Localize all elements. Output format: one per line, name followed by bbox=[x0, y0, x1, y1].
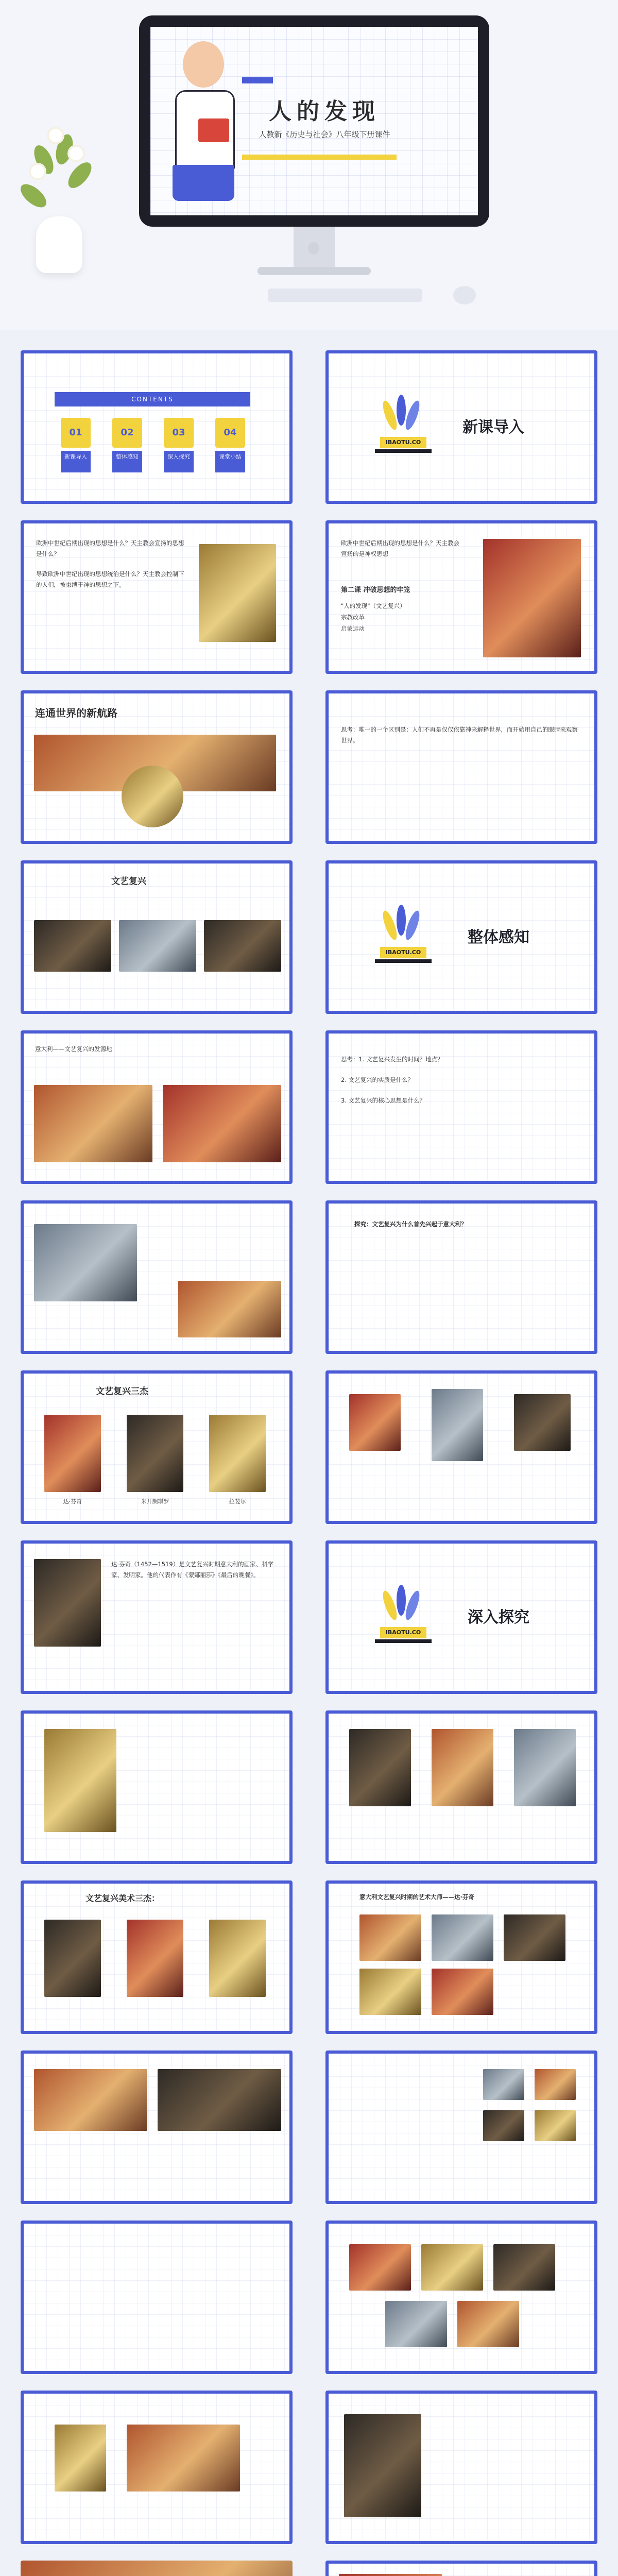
art-portrait-1 bbox=[349, 1729, 411, 1806]
section-title-3: 深入探究 bbox=[468, 1608, 529, 1626]
slide-section-2[interactable] bbox=[325, 860, 597, 1014]
teacher-illustration bbox=[162, 41, 245, 211]
portrait-raphael bbox=[209, 1415, 266, 1492]
mouse bbox=[453, 286, 476, 304]
leonardo-portrait bbox=[34, 1559, 101, 1647]
keyboard bbox=[268, 289, 422, 302]
stage-scene bbox=[339, 2574, 442, 2576]
collage-5 bbox=[457, 2301, 519, 2347]
ibaotu-logo-3: IBAOTU.CO bbox=[365, 1585, 442, 1647]
collage-3 bbox=[493, 2244, 555, 2291]
gallery-img-2 bbox=[432, 1914, 493, 1961]
unit-point-1: "人的发现"（文艺复兴） bbox=[341, 602, 406, 609]
grid-img-3 bbox=[483, 2110, 524, 2141]
portrait-michelangelo bbox=[127, 1415, 183, 1492]
slide-text-block[interactable] bbox=[21, 2221, 293, 2374]
slide-romeo-juliet[interactable] bbox=[21, 2561, 293, 2576]
master-photo-2 bbox=[127, 1920, 183, 1997]
question-3: 3. 文艺复兴的核心思想是什么？ bbox=[341, 1097, 426, 1104]
italy-map bbox=[34, 1224, 137, 1301]
collage-1 bbox=[349, 2244, 411, 2291]
city-view bbox=[178, 1281, 281, 1337]
grid-img-2 bbox=[535, 2069, 576, 2100]
route-title: 连通世界的新航路 bbox=[35, 707, 117, 719]
contents-heading: CONTENTS bbox=[55, 392, 250, 406]
gallery-img-1 bbox=[359, 1914, 421, 1961]
romeo-juliet-painting bbox=[21, 2561, 293, 2576]
religious-painting bbox=[199, 544, 276, 642]
highlight-bar bbox=[242, 155, 397, 160]
intro-answer: 导致欧洲中世纪出现的思想统治是什么？天主教会控制下的人们，被束缚于神的思想之下。 bbox=[36, 570, 184, 588]
caption-raphael: 拉斐尔 bbox=[229, 1498, 246, 1505]
slide-thinking[interactable] bbox=[325, 690, 597, 844]
painting-left bbox=[34, 1085, 152, 1162]
question-2: 2. 文艺复兴的实质是什么？ bbox=[341, 1076, 414, 1083]
artwork-2 bbox=[432, 1389, 483, 1461]
caption-michelangelo: 米开朗琪罗 bbox=[141, 1498, 169, 1505]
renaissance-title: 文艺复兴 bbox=[111, 876, 146, 887]
slide-intro[interactable] bbox=[21, 520, 293, 674]
toc-item-2[interactable]: 02 整体感知 bbox=[112, 418, 142, 472]
artwork-1 bbox=[349, 1394, 401, 1451]
unit-point-3: 启蒙运动 bbox=[341, 625, 365, 632]
portrait-leonardo bbox=[44, 1415, 101, 1492]
section-title: 新课导入 bbox=[462, 418, 524, 436]
master-photo-1 bbox=[44, 1920, 101, 1997]
church-figure-painting bbox=[483, 539, 581, 657]
slide-masters-art[interactable] bbox=[21, 1880, 293, 2034]
slide-renaissance[interactable] bbox=[21, 860, 293, 1014]
slide-inquiry[interactable] bbox=[325, 1200, 597, 1354]
slide-shakespeare[interactable] bbox=[325, 2391, 597, 2544]
raphael-work-1 bbox=[55, 2425, 106, 2492]
three-masters-title: 文艺复兴三杰 bbox=[96, 1386, 148, 1397]
slide-route[interactable] bbox=[21, 690, 293, 844]
grid-img-4 bbox=[535, 2110, 576, 2141]
photo-cathedral bbox=[34, 920, 111, 972]
portrait-medallion bbox=[122, 766, 183, 827]
art-portrait-2 bbox=[432, 1729, 493, 1806]
origin-text: 意大利——文艺复兴的发源地 bbox=[35, 1045, 112, 1053]
slide-section-1[interactable] bbox=[325, 350, 597, 504]
raphael-work-2 bbox=[127, 2425, 240, 2492]
section-title-2: 整体感知 bbox=[468, 928, 529, 946]
hero-title: 人的发现 bbox=[269, 98, 380, 125]
master-photo-3 bbox=[209, 1920, 266, 1997]
toc-item-3[interactable]: 03 深入探究 bbox=[164, 418, 194, 472]
shakespeare-portrait bbox=[344, 2414, 421, 2517]
unit-question: 欧洲中世纪后期出现的思想是什么？天主教会宣扬的是神权思想 bbox=[341, 539, 459, 557]
photo-fresco bbox=[204, 920, 281, 972]
unit-lesson: 第二课 冲破思想的牢笼 bbox=[341, 586, 410, 594]
slide-collage[interactable] bbox=[325, 2221, 597, 2374]
vase bbox=[36, 216, 82, 273]
slide-artworks[interactable] bbox=[325, 1370, 597, 1524]
slide-leonardo[interactable] bbox=[21, 1540, 293, 1694]
last-supper bbox=[34, 2069, 147, 2131]
sketch-drawing bbox=[44, 1729, 116, 1832]
slide-raphael[interactable] bbox=[21, 2391, 293, 2544]
unit-point-2: 宗教改革 bbox=[341, 614, 365, 621]
art-gallery-title: 意大利文艺复兴时期的艺术大师——达·芬奇 bbox=[359, 1893, 474, 1901]
toc-item-1[interactable]: 01 新课导入 bbox=[61, 418, 91, 472]
art-portrait-3 bbox=[514, 1729, 576, 1806]
masters-art-title: 文艺复兴美术三杰： bbox=[85, 1893, 160, 1903]
logo-mark bbox=[308, 242, 319, 255]
slide-sketches[interactable] bbox=[21, 1710, 293, 1864]
intro-question: 欧洲中世纪后期出现的思想是什么？天主教会宣扬的思想是什么？ bbox=[36, 539, 184, 557]
slide-map[interactable] bbox=[21, 1200, 293, 1354]
photo-sculpture bbox=[119, 920, 196, 972]
toc-item-4[interactable]: 04 课堂小结 bbox=[215, 418, 245, 472]
accent-bar bbox=[242, 77, 273, 83]
artwork-3 bbox=[514, 1394, 571, 1451]
slide-stage[interactable] bbox=[325, 2561, 597, 2576]
slide-last-supper[interactable] bbox=[21, 2050, 293, 2204]
gallery-img-5 bbox=[432, 1969, 493, 2015]
grid-img-1 bbox=[483, 2069, 524, 2100]
hero-subtitle: 人教新《历史与社会》八年级下册课件 bbox=[259, 130, 390, 139]
fresco-scene bbox=[158, 2069, 281, 2131]
slide-section-3[interactable] bbox=[325, 1540, 597, 1694]
ibaotu-logo: IBAOTU.CO bbox=[365, 395, 442, 456]
slide-questions[interactable] bbox=[325, 1030, 597, 1184]
leonardo-text: 达·芬奇（1452—1519）是文艺复兴时期意大利的画家、科学家、发明家。他的代表作有《蒙娜丽莎》《最后的晚餐》。 bbox=[111, 1561, 274, 1579]
slide-unit[interactable] bbox=[325, 520, 597, 674]
caption-leonardo: 达·芬奇 bbox=[63, 1498, 82, 1505]
collage-4 bbox=[385, 2301, 447, 2347]
slide-origin[interactable] bbox=[21, 1030, 293, 1184]
slide-art-grid[interactable] bbox=[325, 2050, 597, 2204]
collage-2 bbox=[421, 2244, 483, 2291]
slide-artworks-2[interactable] bbox=[325, 1710, 597, 1864]
slide-three-masters[interactable] bbox=[21, 1370, 293, 1524]
question-1: 思考：1. 文艺复兴发生的时间？地点？ bbox=[341, 1056, 443, 1063]
inquiry-text: 探究：文艺复兴为什么首先兴起于意大利？ bbox=[354, 1221, 467, 1228]
gallery-img-4 bbox=[359, 1969, 421, 2015]
thinking-text: 思考：唯一的一个区别是：人们不再是仅仅依靠神来解释世界，而开始用自己的眼睛来观察世界。 bbox=[341, 726, 578, 744]
painting-right bbox=[163, 1085, 281, 1162]
hero-banner bbox=[0, 0, 618, 330]
ibaotu-logo-2: IBAOTU.CO bbox=[365, 905, 442, 967]
slide-contents[interactable] bbox=[21, 350, 293, 504]
gallery-img-3 bbox=[504, 1914, 565, 1961]
slide-art-gallery[interactable] bbox=[325, 1880, 597, 2034]
